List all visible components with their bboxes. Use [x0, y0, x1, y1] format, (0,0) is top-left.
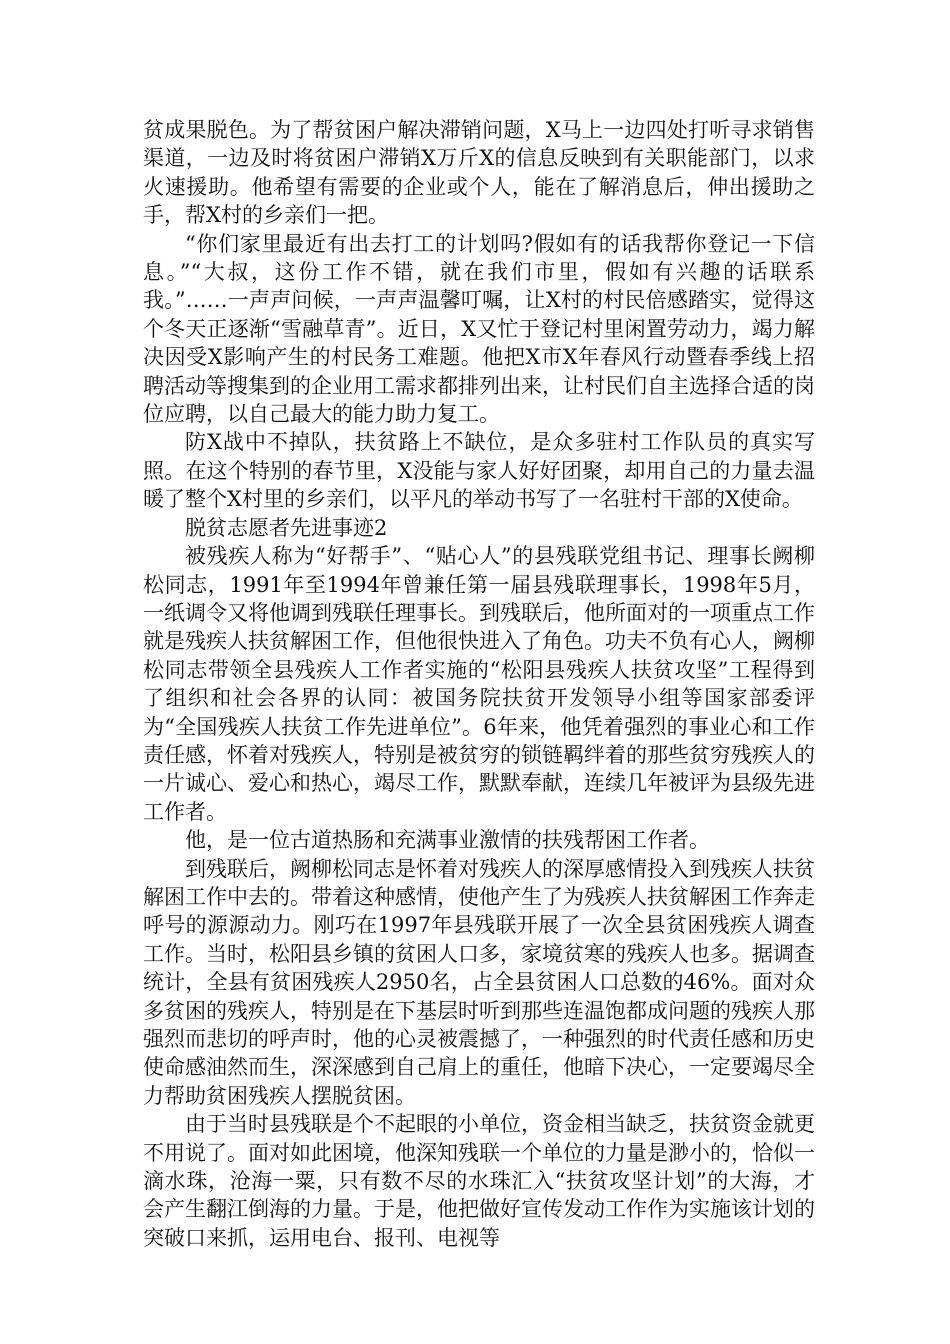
- paragraph-3: 防X战中不掉队，扶贫路上不缺位，是众多驻村工作队员的真实写照。在这个特别的春节里，X没能与家人好好团聚，却用自己的力量去温暖了整个X村里的乡亲们，以平凡的举动书写了一名驻村干部的X使命。: [143, 430, 815, 512]
- paragraph-7: 由于当时县残联是个不起眼的小单位，资金相当缺乏，扶贫资金就更不用说了。面对如此困境，他深知残联一个单位的力量是渺小的，恰似一滴水珠，沧海一粟，只有数不尽的水珠汇入“扶贫攻坚计划”的大海，才会产生翻江倒海的力量。于是，他把做好宣传发动工作作为实施该计划的突破口来抓，运用电台、报刊、电视等: [143, 1112, 815, 1250]
- document-page: [143, 116, 815, 1252]
- paragraph-1: 贫成果脱色。为了帮贫困户解决滞销问题，X马上一边四处打听寻求销售渠道，一边及时将贫困户滞销X万斤X的信息反映到有关职能部门，以求火速援助。他希望有需要的企业或个人，能在了解消息后，伸出援助之手，帮X村的乡亲们一把。: [143, 118, 815, 228]
- paragraph-4: 被残疾人称为“好帮手”、“贴心人”的县残联党组书记、理事长阙柳松同志，1991年至1994年曾兼任第一届县残联理事长，1998年5月，一纸调令又将他调到残联任理事长。到残联后，他所面对的一项重点工作就是残疾人扶贫解困工作，但他很快进入了角色。功夫不负有心人，阙柳松同志带领全县残疾人工作者实施的“松阳县残疾人扶贫攻坚”工程得到了组织和社会各界的认同：被国务院扶贫开发领导小组等国家部委评为“全国残疾人扶贫工作先进单位”。6年来，他凭着强烈的事业心和工作责任感，怀着对残疾人，特别是被贫穷的锁链羁绊着的那些贫穷残疾人的一片诚心、爱心和热心，竭尽工作，默默奉献，连续几年被评为县级先进工作者。: [143, 544, 815, 824]
- section-heading: 脱贫志愿者先进事迹2: [185, 515, 388, 540]
- paragraph-6: 到残联后，阙柳松同志是怀着对残疾人的深厚感情投入到残疾人扶贫解困工作中去的。带着这种感情，使他产生了为残疾人扶贫解困工作奔走呼号的源源动力。刚巧在1997年县残联开展了一次全县贫困残疾人调查工作。当时，松阳县乡镇的贫困人口多，家境贫寒的残疾人也多。据调查统计，全县有贫困残疾人2950名，占全县贫困人口总数的46%。面对众多贫困的残疾人，特别是在下基层时听到那些连温饱都成问题的残疾人那强烈而悲切的呼声时，他的心灵被震撼了，一种强烈的时代责任感和历史使命感油然而生，深深感到自己肩上的重任，他暗下决心，一定要竭尽全力帮助贫困残疾人摆脱贫困。: [143, 856, 815, 1108]
- paragraph-2: “你们家里最近有出去打工的计划吗?假如有的话我帮你登记一下信息。”“大叔，这份工作不错，就在我们市里，假如有兴趣的话联系我。”……一声声问候，一声声温馨叮嘱，让X村的村民倍感踏实，觉得这个冬天正逐渐“雪融草青”。近日，X又忙于登记村里闲置劳动力，竭力解决因受X影响产生的村民务工难题。他把X市X年春风行动暨春季线上招聘活动等搜集到的企业用工需求都排列出来，让村民们自主选择合适的岗位应聘，以自己最大的能力助力复工。: [143, 231, 815, 427]
- paragraph-5: 他，是一位古道热肠和充满事业激情的扶残帮困工作者。: [185, 828, 710, 853]
